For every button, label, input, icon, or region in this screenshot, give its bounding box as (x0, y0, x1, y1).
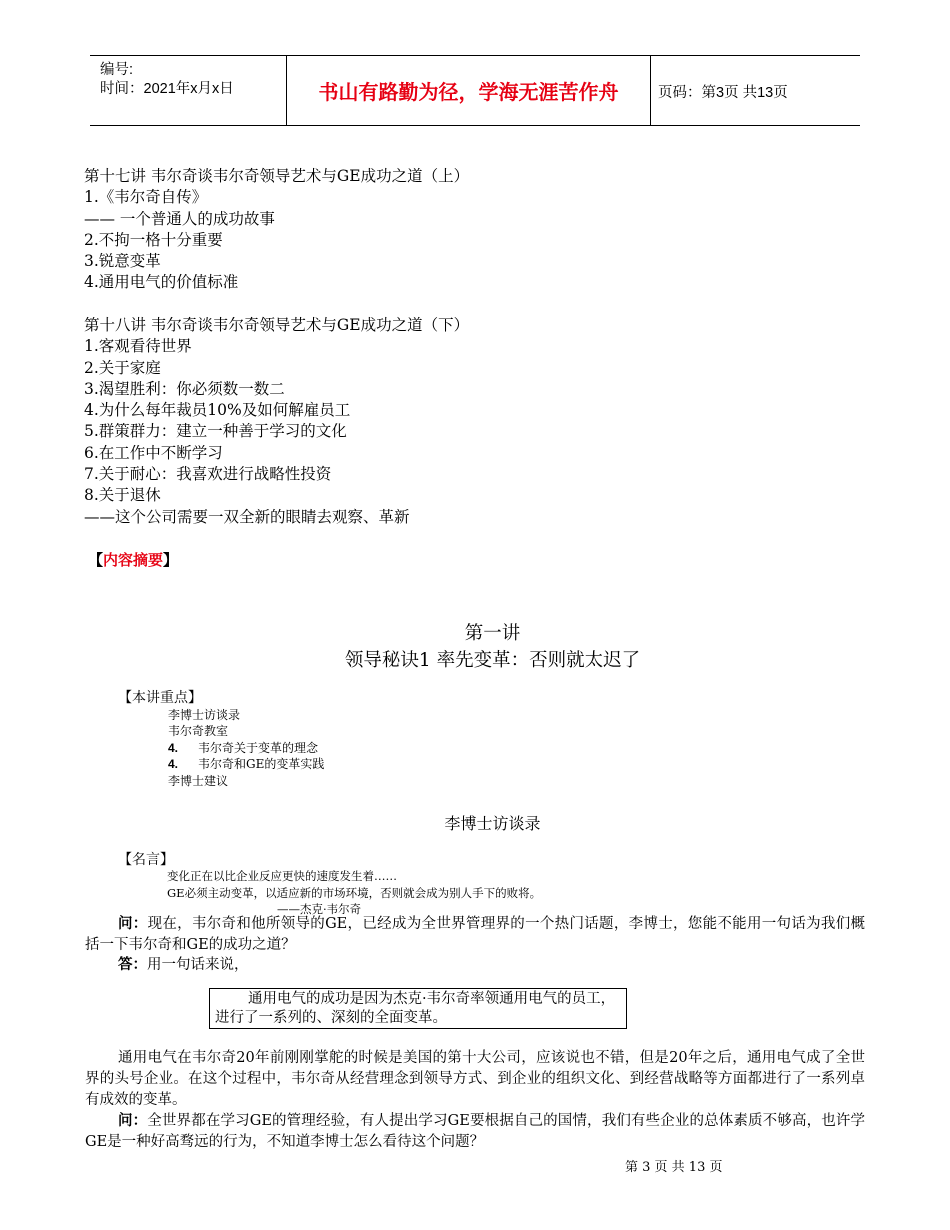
toc-item: 3.渴望胜利：你必须数一数二 (84, 379, 285, 398)
summary-heading: 【内容摘要】 (88, 551, 179, 569)
body-paragraph: 通用电气在韦尔奇20年前刚刚掌舵的时候是美国的第十大公司，应该说也不错，但是20年之后，通用电气成了全世界的头号企业。在这个过程中，韦尔奇从经营理念到领导方式、到企业的组织文化、到经营战略等方面都进行了一系列卓有成效的变革。 (85, 1050, 865, 1108)
highlight-box: 通用电气的成功是因为杰克·韦尔奇率领通用电气的员工，进行了一系列的、深刻的全面变革。 (209, 988, 627, 1029)
focus-item: 李博士访谈录 (168, 708, 241, 722)
header-motto: 书山有路勤为径，学海无涯苦作舟 (286, 56, 651, 125)
quote-attribution: ——杰克·韦尔奇 (277, 902, 362, 916)
question-2: 问：全世界都在学习GE的管理经验，有人提出学习GE要根据自己的国情，我们有些企业的总体素质不够高，也许学GE是一种好高骛远的行为，不知道李博士怎么看待这个问题？ (85, 1113, 865, 1150)
question-1: 问：现在，韦尔奇和他所领导的GE，已经成为全世界管理界的一个热门话题，李博士，您能不能用一句话为我们概括一下韦尔奇和GE的成功之道？ (85, 916, 866, 953)
focus-item: 李博士建议 (168, 773, 229, 788)
toc-title: 第十八讲 韦尔奇谈韦尔奇领导艺术与GE成功之道（下） (84, 316, 470, 334)
focus-label: 【本讲重点】 (118, 690, 202, 706)
toc-item: 4.通用电气的价值标准 (84, 273, 239, 292)
quote-line: GE必须主动变革，以适应新的市场环境，否则就会成为别人手下的败将。 (167, 885, 542, 900)
toc-title: 第十七讲 韦尔奇谈韦尔奇领导艺术与GE成功之道（上） (84, 167, 470, 185)
answer-1: 答：用一句话来说， (118, 957, 249, 973)
focus-item: 4. 韦尔奇和GE的变革实践 (168, 757, 325, 772)
toc-item: 7.关于耐心：我喜欢进行战略性投资 (84, 465, 332, 484)
toc-item: 5.群策群力：建立一种善于学习的文化 (84, 422, 347, 441)
focus-item: 韦尔奇教室 (168, 724, 229, 739)
toc-item: ——这个公司需要一双全新的眼睛去观察、革新 (84, 507, 410, 526)
lecture-title: 领导秘诀1 率先变革：否则就太迟了 (344, 650, 641, 671)
summary-text: 内容摘要 (103, 551, 164, 569)
quote-line: 变化正在以比企业反应更快的速度发生着…… (167, 869, 397, 883)
header-meta (100, 61, 234, 99)
focus-list (168, 707, 324, 789)
time-label: 时间：2021年x月x日 (100, 81, 234, 97)
focus-item: 4. 韦尔奇关于变革的理念 (168, 740, 319, 755)
quote-label: 【名言】 (118, 852, 174, 868)
question-label: 问： (118, 1113, 148, 1129)
answer-label: 答： (118, 957, 147, 973)
toc-item: 6.在工作中不断学习 (84, 443, 223, 462)
question-label: 问： (118, 916, 148, 932)
toc-item: 2.不拘一格十分重要 (84, 230, 223, 249)
page-footer: 第 3 页 共 13 页 (625, 1160, 723, 1175)
toc-lecture-18 (84, 315, 469, 528)
page-header (90, 55, 860, 126)
toc-item: 2.关于家庭 (84, 358, 161, 377)
header-page-label: 页码：第3页 共13页 (658, 85, 788, 101)
toc-item: 4.为什么每年裁员10%及如何解雇员工 (84, 401, 351, 420)
toc-item: —— 一个普通人的成功故事 (84, 209, 275, 228)
toc-item: 1.《韦尔奇自传》 (84, 188, 208, 207)
quote-block (167, 868, 541, 918)
lecture-number: 第一讲 (464, 623, 521, 644)
toc-lecture-17 (84, 166, 469, 294)
toc-item: 8.关于退休 (84, 486, 161, 505)
serial-label: 编号: (100, 62, 134, 78)
interview-title: 李博士访谈录 (444, 814, 541, 833)
toc-item: 3.锐意变革 (84, 252, 161, 271)
toc-item: 1.客观看待世界 (84, 337, 192, 356)
